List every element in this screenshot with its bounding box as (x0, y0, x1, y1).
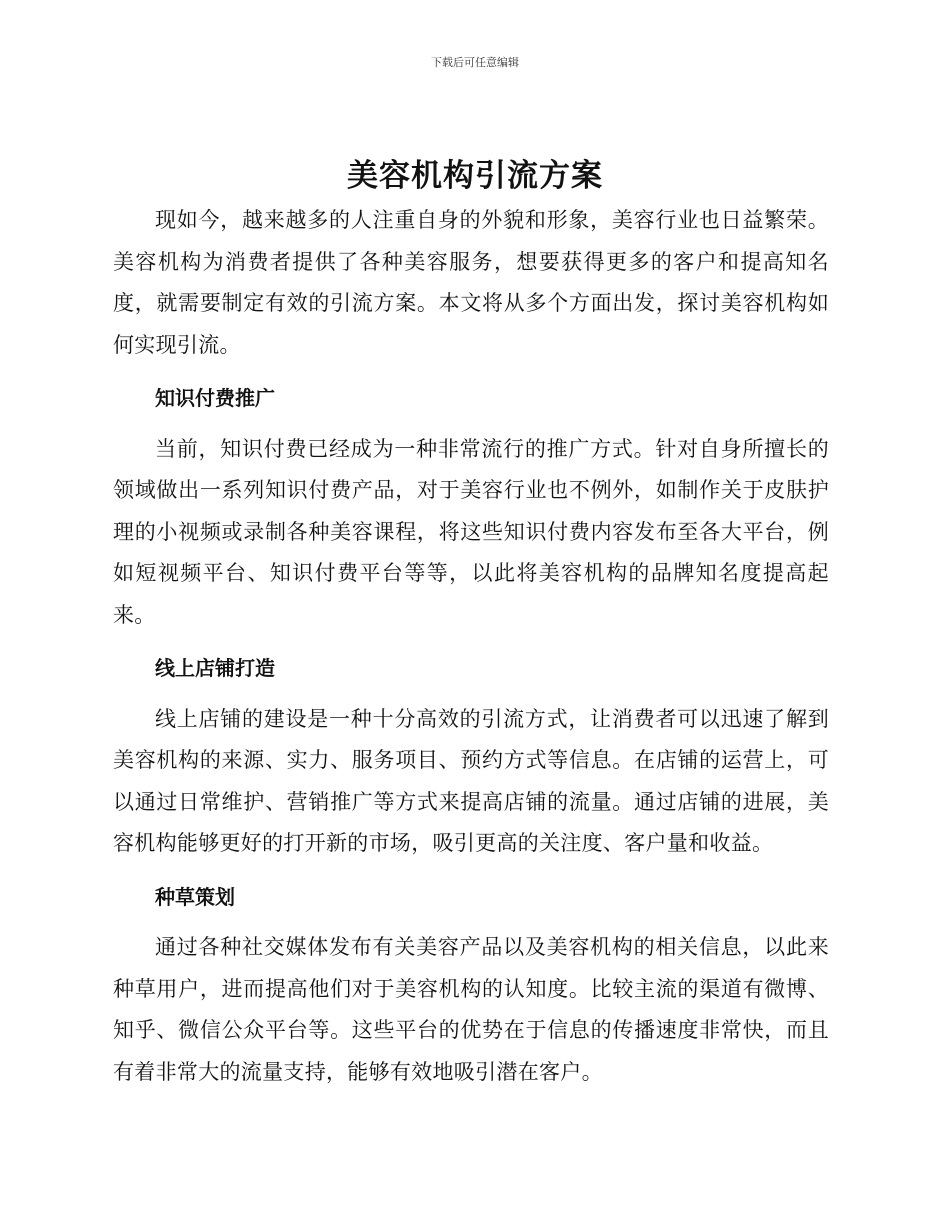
section-heading-knowledge: 知识付费推广 (155, 386, 275, 410)
section-heading-seeding: 种草策划 (155, 884, 235, 909)
section-heading-online-store: 线上店铺打造 (155, 656, 275, 680)
document-body (113, 200, 829, 1093)
section-body-online-store: 线上店铺的建设是一种十分高效的引流方式，让消费者可以迅速了解到美容机构的来源、实力、服务项目、预约方式等信息。在店铺的运营上，可以通过日常维护、营销推广等方式来提高店铺的流量。通过店铺的进展，美容机构能够更好的打开新的市场，吸引更高的关注度、客户量和收益。 (113, 706, 829, 855)
document-title: 美容机构引流方案 (347, 158, 603, 194)
intro-paragraph: 现如今，越来越多的人注重自身的外貌和形象，美容行业也日益繁荣。美容机构为消费者提供了各种美容服务，想要获得更多的客户和提高知名度，就需要制定有效的引流方案。本文将从多个方面出发，探讨美容机构如何实现引流。 (113, 208, 829, 357)
header-note: 下载后可任意编辑 (431, 56, 519, 69)
section-body-seeding: 通过各种社交媒体发布有关美容产品以及美容机构的相关信息，以此来种草用户，进而提高他们对于美容机构的认知度。比较主流的渠道有微博、知乎、微信公众平台等。这些平台的优势在于信息的传播速度非常快，而且有着非常大的流量支持，能够有效地吸引潜在客户。 (113, 935, 829, 1084)
section-body-knowledge: 当前，知识付费已经成为一种非常流行的推广方式。针对自身所擅长的领域做出一系列知识付费产品，对于美容行业也不例外，如制作关于皮肤护理的小视频或录制各种美容课程，将这些知识付费内容发布至各大平台，例如短视频平台、知识付费平台等等，以此将美容机构的品牌知名度提高起来。 (113, 436, 829, 627)
